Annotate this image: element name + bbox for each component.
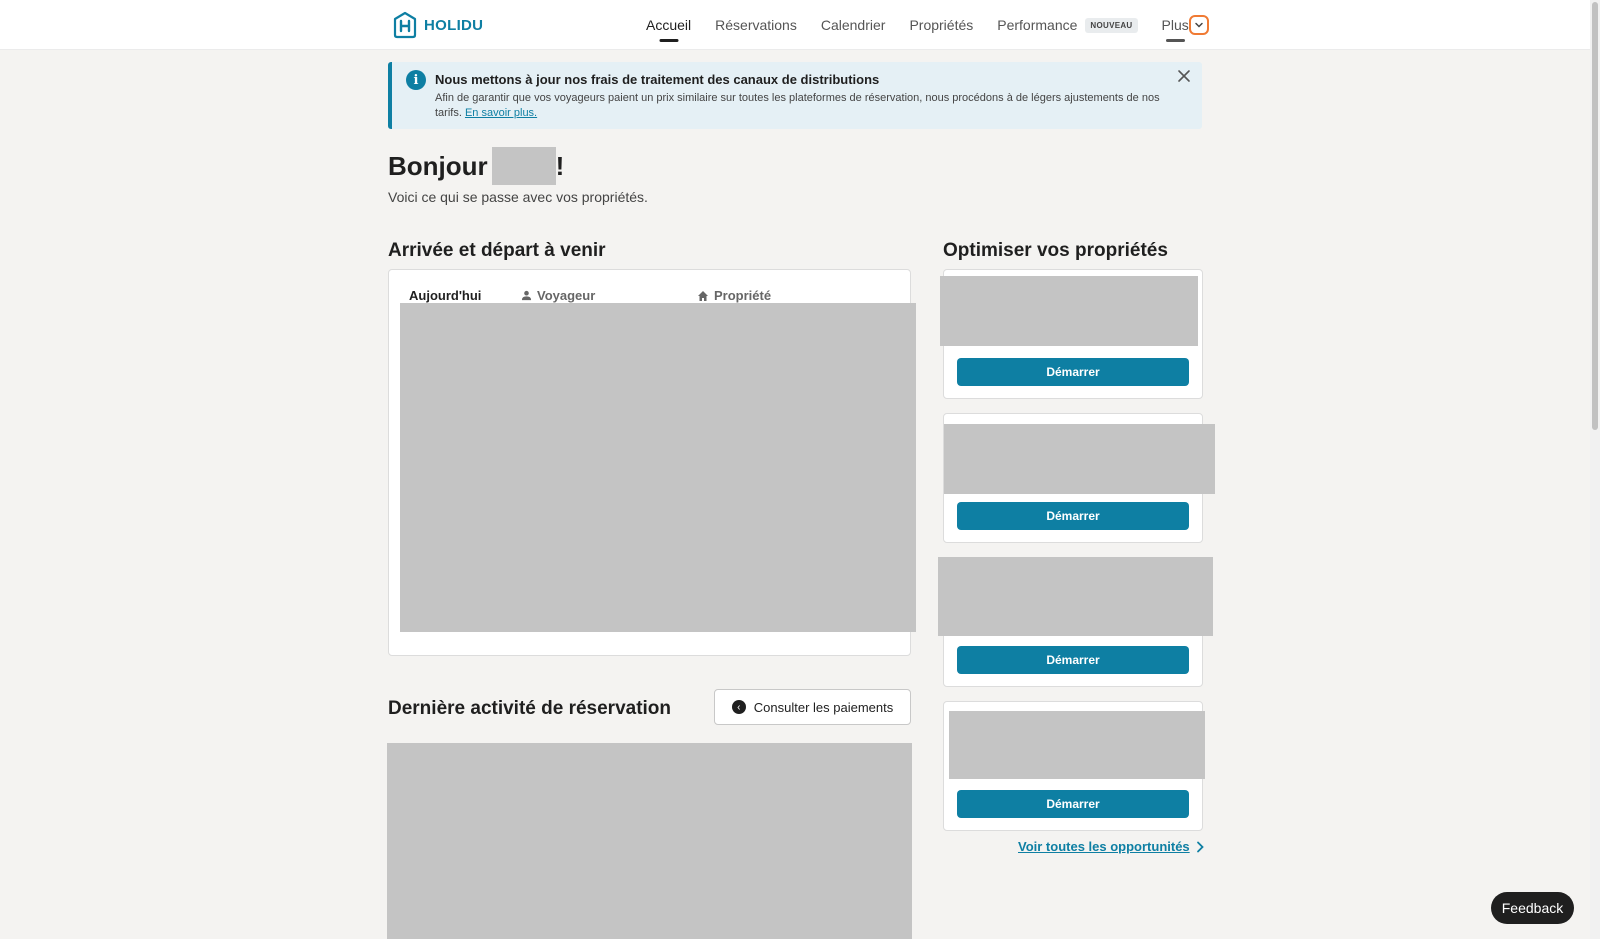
start-button[interactable]: Démarrer	[957, 502, 1189, 530]
opportunity-card	[943, 701, 1203, 831]
redacted-opportunity	[949, 711, 1205, 779]
new-badge: NOUVEAU	[1085, 18, 1137, 33]
holidu-house-icon	[392, 11, 418, 39]
opportunity-card	[943, 557, 1203, 687]
arrivals-section-title: Arrivée et départ à venir	[388, 240, 606, 261]
greeting-hello: Bonjour	[388, 150, 488, 181]
info-banner	[388, 62, 1202, 129]
top-navigation-bar	[0, 0, 1590, 50]
column-traveler-label: Voyageur	[537, 288, 596, 303]
redacted-opportunity	[938, 557, 1213, 636]
holidu-logo[interactable]	[392, 11, 483, 39]
activity-section-title: Dernière activité de réservation	[388, 698, 672, 719]
nav-item-reservations[interactable]: Réservations	[715, 17, 797, 33]
scrollbar[interactable]	[1590, 0, 1600, 939]
arrivals-card	[388, 269, 911, 656]
banner-title: Nous mettons à jour nos frais de traitement des canaux de distributions	[435, 72, 880, 87]
nav-item-performance[interactable]	[997, 0, 1137, 50]
redacted-activity-content	[387, 743, 912, 939]
nav-more-label: Plus	[1161, 17, 1189, 33]
start-button[interactable]: Démarrer	[957, 646, 1189, 674]
column-property-label: Propriété	[714, 288, 772, 303]
close-icon[interactable]	[1176, 68, 1192, 84]
view-payments-label: Consulter les paiements	[753, 699, 894, 715]
start-button[interactable]: Démarrer	[957, 790, 1189, 818]
start-button[interactable]: Démarrer	[957, 358, 1189, 386]
banner-body: Afin de garantir que vos voyageurs paient un prix similaire sur toutes les plateformes de réservation, nous procédons à de légers ajustements de nos tarifs.	[435, 92, 1160, 119]
info-icon: i	[406, 70, 426, 90]
scrollbar-thumb[interactable]	[1592, 2, 1598, 430]
nav-item-accueil[interactable]: Accueil	[646, 0, 691, 50]
greeting-exclamation: !	[555, 150, 565, 181]
redacted-arrivals-content	[400, 303, 916, 632]
opportunity-card	[943, 269, 1203, 399]
chevron-right-icon	[1196, 841, 1204, 853]
nav-item-performance-label: Performance	[997, 17, 1078, 33]
nav-item-proprietes[interactable]: Propriétés	[909, 17, 974, 33]
chevron-down-icon[interactable]	[1189, 15, 1209, 35]
page-subtitle: Voici ce qui se passe avec vos propriétés.	[388, 189, 648, 205]
page-title	[388, 147, 564, 185]
feedback-button[interactable]: Feedback	[1491, 892, 1574, 924]
coin-icon: ‹	[732, 700, 746, 714]
main-nav	[646, 0, 1209, 50]
nav-item-calendrier[interactable]: Calendrier	[820, 17, 886, 33]
column-traveler	[521, 288, 595, 303]
optimize-section-title: Optimiser vos propriétés	[943, 240, 1168, 261]
redacted-opportunity	[940, 276, 1198, 346]
see-all-label: Voir toutes les opportunités	[1018, 839, 1190, 854]
home-icon	[697, 290, 709, 302]
opportunity-card	[943, 413, 1203, 543]
nav-more-menu[interactable]	[1162, 0, 1209, 50]
redacted-opportunity	[944, 424, 1215, 494]
column-property	[697, 288, 771, 303]
view-payments-button[interactable]	[714, 689, 911, 725]
banner-text	[435, 91, 1185, 121]
learn-more-link[interactable]: En savoir plus.	[464, 107, 538, 119]
tab-today[interactable]: Aujourd'hui	[409, 288, 482, 303]
person-icon	[521, 290, 532, 301]
see-all-opportunities-link[interactable]	[1018, 839, 1204, 854]
brand-name: HOLIDU	[424, 16, 484, 34]
redacted-user-name	[492, 147, 556, 185]
